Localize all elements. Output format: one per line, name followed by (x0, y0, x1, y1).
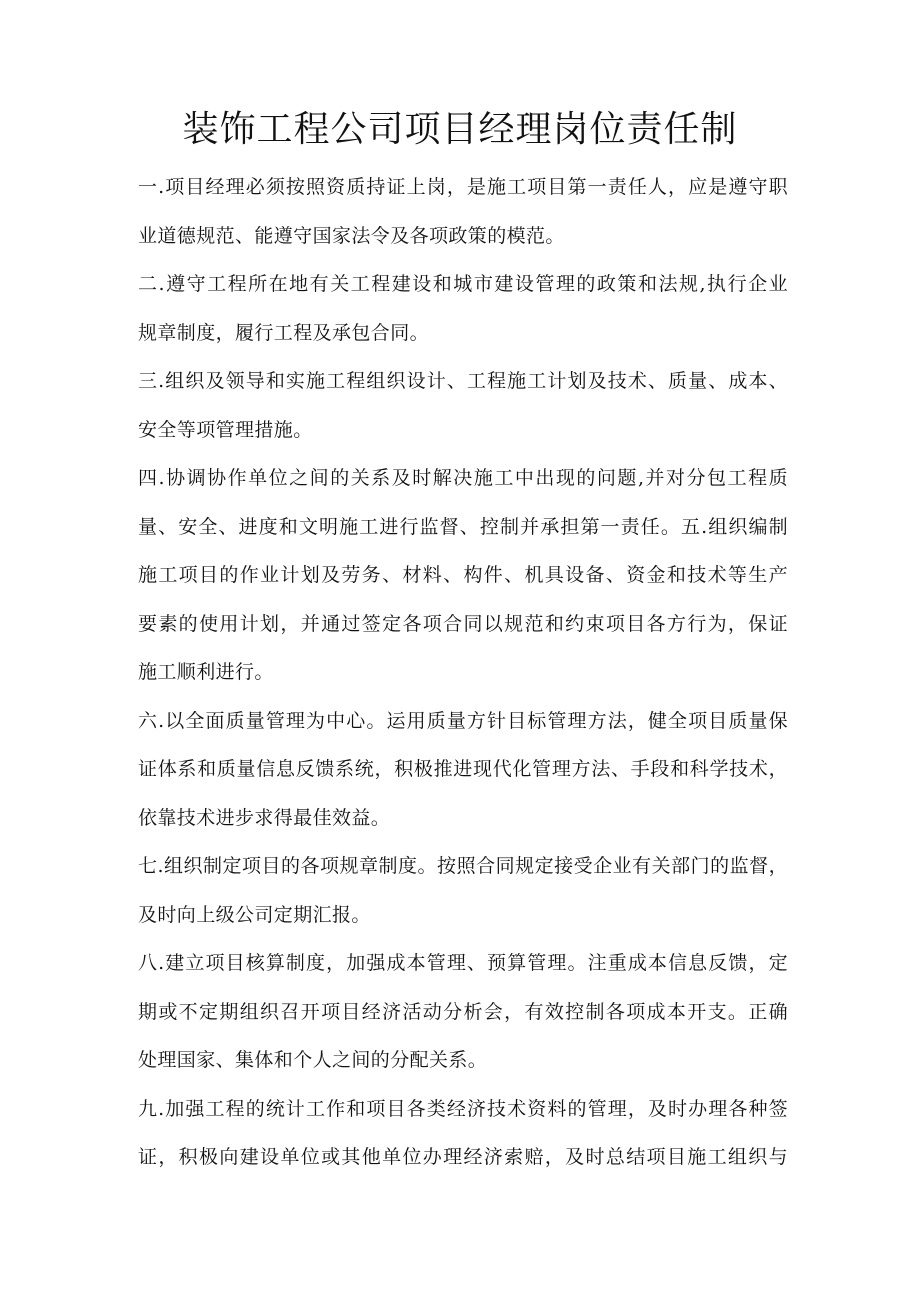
body-line: 证，积极向建设单位或其他单位办理经济索赔，及时总结项目施工组织与 (138, 1146, 788, 1168)
body-line: 一.项目经理必须按照资质持证上岗，是施工项目第一责任人，应是遵守职 (138, 176, 788, 198)
body-line: 依靠技术进步求得最佳效益。 (138, 806, 391, 829)
body-line: 六.以全面质量管理为中心。运用质量方针目标管理方法，健全项目质量保 (138, 709, 788, 732)
body-line: 证体系和质量信息反馈系统，积极推进现代化管理方法、手段和科学技术， (138, 758, 788, 780)
body-line: 九.加强工程的统计工作和项目各类经济技术资料的管理，及时办理各种签 (138, 1097, 788, 1120)
body-line: 施工顺利进行。 (138, 661, 274, 683)
body-line: 施工项目的作业计划及劳务、材料、构件、机具设备、资金和技术等生产 (138, 564, 788, 586)
document-body (138, 163, 788, 1182)
document-title: 装饰工程公司项目经理岗位责任制 (182, 109, 738, 150)
body-line: 安全等项管理措施。 (138, 418, 313, 441)
body-line: 四.协调协作单位之间的关系及时解决施工中出现的问题,并对分包工程质 (138, 467, 788, 489)
body-line: 处理国家、集体和个人之间的分配关系。 (138, 1049, 488, 1071)
body-line: 及时向上级公司定期汇报。 (138, 903, 371, 926)
body-line: 期或不定期组织召开项目经济活动分析会，有效控制各项成本开支。正确 (138, 1000, 788, 1023)
body-line: 业道德规范、能遵守国家法令及各项政策的模范。 (138, 224, 565, 247)
body-line: 要素的使用计划，并通过签定各项合同以规范和约束项目各方行为，保证 (138, 612, 788, 635)
body-line: 二.遵守工程所在地有关工程建设和城市建设管理的政策和法规,执行企业 (138, 273, 788, 295)
body-line: 三.组织及领导和实施工程组织设计、工程施工计划及技术、质量、成本、 (138, 370, 788, 392)
body-line: 量、安全、进度和文明施工进行监督、控制并承担第一责任。五.组织编制 (138, 515, 788, 538)
body-line: 八.建立项目核算制度，加强成本管理、预算管理。注重成本信息反馈，定 (138, 952, 788, 974)
body-line: 七.组织制定项目的各项规章制度。按照合同规定接受企业有关部门的监督， (138, 855, 788, 877)
body-line: 规章制度，履行工程及承包合同。 (138, 321, 430, 344)
